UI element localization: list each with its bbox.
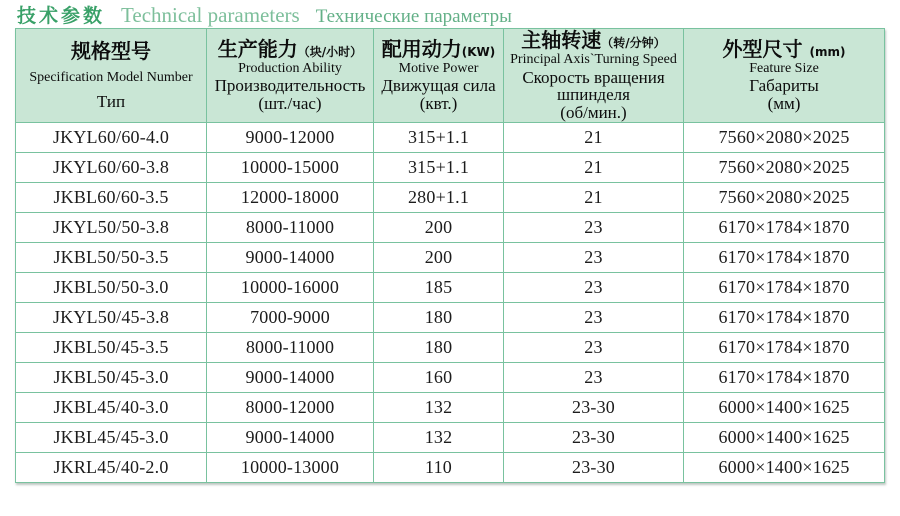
table-row bbox=[16, 393, 885, 423]
cell-feature-size: 7560×2080×2025 bbox=[684, 183, 885, 213]
technical-parameters-table bbox=[15, 28, 885, 483]
page-title-en: Technical parameters bbox=[121, 3, 300, 27]
cell-model: JKBL50/50-3.5 bbox=[16, 243, 207, 273]
table-row bbox=[16, 303, 885, 333]
cell-production-ability: 12000-18000 bbox=[207, 183, 374, 213]
cell-model: JKBL50/45-3.0 bbox=[16, 363, 207, 393]
cell-model: JKBL50/50-3.0 bbox=[16, 273, 207, 303]
cell-production-ability: 8000-12000 bbox=[207, 393, 374, 423]
table-row bbox=[16, 453, 885, 483]
cell-axis-speed: 23-30 bbox=[504, 393, 684, 423]
cell-production-ability: 9000-14000 bbox=[207, 243, 374, 273]
header-speed-zh-note: （转/分钟） bbox=[601, 36, 666, 50]
cell-motive-power: 110 bbox=[374, 453, 504, 483]
header-model-en: Specification Model Number bbox=[29, 69, 193, 85]
header-row bbox=[16, 29, 885, 123]
cell-axis-speed: 23-30 bbox=[504, 453, 684, 483]
table-row bbox=[16, 153, 885, 183]
header-speed-ru2: шпинделя bbox=[557, 85, 630, 105]
cell-production-ability: 9000-14000 bbox=[207, 363, 374, 393]
cell-motive-power: 132 bbox=[374, 393, 504, 423]
cell-model: JKYL50/50-3.8 bbox=[16, 213, 207, 243]
col-header-model bbox=[16, 29, 207, 123]
cell-axis-speed: 23-30 bbox=[504, 423, 684, 453]
header-size-zh: 外型尺寸 bbox=[722, 36, 803, 61]
header-speed-ru-unit: (об/мин.) bbox=[560, 103, 627, 123]
cell-model: JKYL50/45-3.8 bbox=[16, 303, 207, 333]
cell-model: JKBL60/60-3.5 bbox=[16, 183, 207, 213]
cell-production-ability: 9000-14000 bbox=[207, 423, 374, 453]
cell-production-ability: 7000-9000 bbox=[207, 303, 374, 333]
header-power-ru: Движущая сила bbox=[381, 76, 496, 96]
header-production-zh-note: （块/小时） bbox=[297, 44, 363, 59]
cell-motive-power: 200 bbox=[374, 243, 504, 273]
cell-production-ability: 10000-16000 bbox=[207, 273, 374, 303]
cell-motive-power: 315+1.1 bbox=[374, 123, 504, 153]
header-speed-en: Principal Axis`Turning Speed bbox=[510, 52, 677, 67]
page-title-ru: Технические параметры bbox=[315, 6, 512, 27]
cell-axis-speed: 23 bbox=[504, 363, 684, 393]
cell-model: JKBL45/40-3.0 bbox=[16, 393, 207, 423]
cell-feature-size: 7560×2080×2025 bbox=[684, 123, 885, 153]
col-header-motive-power bbox=[374, 29, 504, 123]
header-size-ru-unit: (мм) bbox=[767, 94, 801, 114]
cell-feature-size: 7560×2080×2025 bbox=[684, 153, 885, 183]
table-row bbox=[16, 333, 885, 363]
cell-motive-power: 185 bbox=[374, 273, 504, 303]
header-power-ru-unit: (квт.) bbox=[419, 94, 458, 114]
cell-motive-power: 180 bbox=[374, 303, 504, 333]
cell-feature-size: 6000×1400×1625 bbox=[684, 453, 885, 483]
header-model-zh: 规格型号 bbox=[71, 38, 151, 63]
cell-production-ability: 10000-13000 bbox=[207, 453, 374, 483]
header-size-en: Feature Size bbox=[749, 60, 819, 76]
table-header bbox=[16, 29, 885, 123]
table-row bbox=[16, 243, 885, 273]
cell-model: JKYL60/60-4.0 bbox=[16, 123, 207, 153]
table-row bbox=[16, 123, 885, 153]
cell-axis-speed: 21 bbox=[504, 123, 684, 153]
table-row bbox=[16, 423, 885, 453]
cell-production-ability: 10000-15000 bbox=[207, 153, 374, 183]
cell-model: JKYL60/60-3.8 bbox=[16, 153, 207, 183]
col-header-production-ability bbox=[207, 29, 374, 123]
header-size-ru: Габариты bbox=[749, 76, 819, 96]
table-body bbox=[16, 123, 885, 483]
header-production-ru: Производительность bbox=[214, 76, 366, 96]
col-header-feature-size bbox=[684, 29, 885, 123]
page-title-zh: 技术参数 bbox=[17, 5, 106, 27]
cell-production-ability: 9000-12000 bbox=[207, 123, 374, 153]
cell-axis-speed: 21 bbox=[504, 153, 684, 183]
cell-model: JKRL45/40-2.0 bbox=[16, 453, 207, 483]
cell-feature-size: 6170×1784×1870 bbox=[684, 333, 885, 363]
cell-model: JKBL50/45-3.5 bbox=[16, 333, 207, 363]
cell-axis-speed: 23 bbox=[504, 273, 684, 303]
cell-feature-size: 6170×1784×1870 bbox=[684, 213, 885, 243]
cell-production-ability: 8000-11000 bbox=[207, 333, 374, 363]
cell-motive-power: 280+1.1 bbox=[374, 183, 504, 213]
cell-motive-power: 180 bbox=[374, 333, 504, 363]
cell-feature-size: 6170×1784×1870 bbox=[684, 243, 885, 273]
cell-motive-power: 200 bbox=[374, 213, 504, 243]
header-production-en: Production Ability bbox=[238, 60, 342, 76]
table-row bbox=[16, 273, 885, 303]
header-production-zh: 生产能力 bbox=[217, 36, 298, 61]
cell-feature-size: 6000×1400×1625 bbox=[684, 393, 885, 423]
cell-feature-size: 6000×1400×1625 bbox=[684, 423, 885, 453]
cell-motive-power: 160 bbox=[374, 363, 504, 393]
cell-feature-size: 6170×1784×1870 bbox=[684, 363, 885, 393]
cell-motive-power: 315+1.1 bbox=[374, 153, 504, 183]
table-row bbox=[16, 363, 885, 393]
cell-motive-power: 132 bbox=[374, 423, 504, 453]
table-row bbox=[16, 213, 885, 243]
page-title bbox=[17, 1, 512, 28]
cell-axis-speed: 23 bbox=[504, 303, 684, 333]
cell-axis-speed: 23 bbox=[504, 333, 684, 363]
cell-axis-speed: 23 bbox=[504, 243, 684, 273]
table-row bbox=[16, 183, 885, 213]
header-power-zh: 配用动力 bbox=[381, 36, 462, 61]
header-speed-zh: 主轴转速 bbox=[521, 28, 602, 52]
cell-production-ability: 8000-11000 bbox=[207, 213, 374, 243]
cell-axis-speed: 23 bbox=[504, 213, 684, 243]
cell-feature-size: 6170×1784×1870 bbox=[684, 273, 885, 303]
cell-feature-size: 6170×1784×1870 bbox=[684, 303, 885, 333]
header-power-zh-note: (KW) bbox=[461, 44, 496, 59]
header-model-ru: Тип bbox=[96, 92, 126, 112]
header-power-en: Motive Power bbox=[398, 60, 479, 76]
header-speed-ru: Скорость вращения bbox=[522, 67, 665, 87]
cell-axis-speed: 21 bbox=[504, 183, 684, 213]
header-size-zh-note: (mm) bbox=[809, 44, 846, 59]
cell-model: JKBL45/45-3.0 bbox=[16, 423, 207, 453]
col-header-axis-speed bbox=[504, 29, 684, 123]
header-production-ru-unit: (шт./час) bbox=[258, 94, 322, 114]
